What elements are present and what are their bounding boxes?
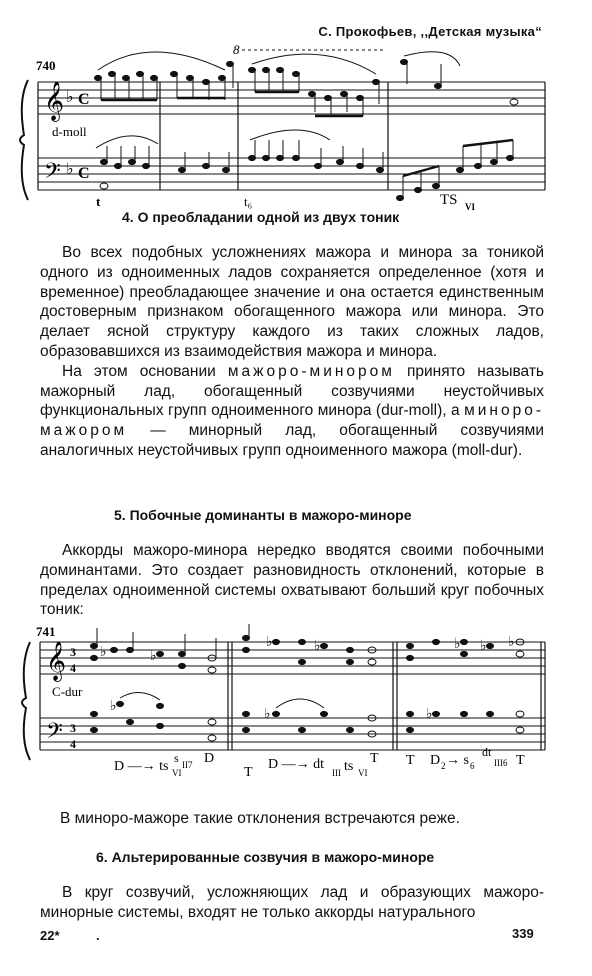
time-signature: C bbox=[78, 165, 90, 182]
key-label: d-moll bbox=[52, 124, 87, 139]
function-label: T bbox=[406, 753, 415, 768]
music-example-740 bbox=[0, 40, 592, 215]
time-signature: 3 bbox=[70, 721, 76, 735]
function-label: ts bbox=[344, 759, 354, 774]
svg-text:♭: ♭ bbox=[266, 635, 273, 650]
accidentals bbox=[100, 635, 515, 722]
slurs bbox=[120, 692, 324, 708]
function-label: T bbox=[244, 765, 253, 780]
bass-staff bbox=[38, 158, 545, 190]
svg-text:♭: ♭ bbox=[264, 707, 271, 722]
term-minor-major: миноро-мажором bbox=[40, 402, 544, 440]
svg-text:♭: ♭ bbox=[426, 707, 433, 722]
term-major-minor: мажоро-минором bbox=[227, 362, 395, 380]
svg-text:♭: ♭ bbox=[508, 635, 515, 650]
svg-text:♭: ♭ bbox=[150, 649, 157, 664]
treble-notes bbox=[95, 59, 519, 116]
dot-mark: . bbox=[96, 928, 100, 943]
time-signature: 4 bbox=[70, 661, 76, 675]
paragraph: Во всех подобных усложнениях мажора и минора за тоникой одного из одноименных ладов сохраняется определенное (хотя и временное) преобладающее значение и она остается единственным достоверным признаком обогащенного мажора или минора. Это делает ясной структуру каждого из таких сложных ладов, образовавшихся из взаимодействия мажора и минора. bbox=[40, 244, 544, 360]
function-label-subscript: 2 bbox=[441, 761, 446, 771]
section-6-body bbox=[40, 883, 544, 923]
beams bbox=[101, 92, 363, 116]
text: принято называть мажорный лад, обогащенный созвучиями неустойчивых функциональных групп одноименного минора (dur-moll), а bbox=[40, 362, 544, 420]
function-label-subscript: II7 bbox=[182, 760, 193, 770]
system-brace bbox=[22, 642, 30, 760]
treble-staff bbox=[40, 642, 545, 674]
key-label: C-dur bbox=[52, 684, 83, 699]
function-label: t₆ bbox=[244, 194, 253, 209]
function-label-subscript: VI bbox=[465, 202, 476, 212]
function-label: dt bbox=[482, 745, 492, 759]
function-label: D bbox=[430, 753, 441, 768]
text: — минорный лад, обогащенный созвучиями аналогичных неустойчивых групп одноименного мажора (moll-dur). bbox=[40, 422, 544, 459]
octave-mark: 8 bbox=[233, 42, 240, 57]
function-label: TS bbox=[440, 192, 458, 208]
function-label: s bbox=[174, 751, 179, 765]
music-example-741 bbox=[0, 620, 592, 785]
paragraph bbox=[40, 362, 544, 461]
bass-staff bbox=[40, 718, 545, 750]
printer-signature: 22* bbox=[40, 928, 60, 943]
time-signature: 4 bbox=[70, 737, 76, 751]
svg-text:♭: ♭ bbox=[454, 637, 461, 652]
function-label-subscript: VI bbox=[358, 768, 368, 778]
function-label-subscript: 6 bbox=[470, 761, 475, 771]
function-label: → s bbox=[446, 753, 469, 768]
bass-clef-icon: 𝄢 bbox=[44, 159, 61, 188]
function-label: D bbox=[204, 751, 215, 766]
section-4-body bbox=[40, 243, 544, 461]
svg-text:♭: ♭ bbox=[100, 645, 107, 660]
citation: С. Прокофьев, ,,Детская музыка“ bbox=[318, 24, 542, 39]
text: На этом основании bbox=[62, 362, 228, 380]
example-number: 740 bbox=[36, 58, 56, 73]
svg-text:♭: ♭ bbox=[480, 639, 487, 654]
bass-clef-icon: 𝄢 bbox=[46, 719, 63, 748]
system-brace bbox=[20, 80, 28, 200]
function-label: t bbox=[96, 194, 101, 209]
time-signature: C bbox=[78, 91, 90, 108]
flat-icon: ♭ bbox=[66, 161, 74, 178]
page-number: 339 bbox=[512, 926, 534, 941]
treble-clef-icon: 𝄞 bbox=[46, 643, 67, 680]
svg-text:♭: ♭ bbox=[314, 639, 321, 654]
flat-icon: ♭ bbox=[66, 89, 74, 106]
function-label-subscript: III bbox=[332, 768, 341, 778]
paragraph: Аккорды мажоро-минора нередко вводятся своими побочными доминантами. Это создает разновидность отклонений, которые в пределах одноименной системы охватывают больший круг побочных тоник: bbox=[40, 542, 544, 619]
section-4-heading: 4. О преобладании одной из двух тоник bbox=[122, 209, 400, 225]
section-6-heading: 6. Альтерированные созвучия в мажоро-миноре bbox=[96, 849, 435, 865]
function-label: D —→ ts bbox=[114, 759, 169, 774]
function-label-subscript: III6 bbox=[494, 758, 508, 768]
time-signature: 3 bbox=[70, 645, 76, 659]
function-label: D —→ dt bbox=[268, 757, 324, 772]
svg-text:♭: ♭ bbox=[110, 699, 117, 714]
section-5-heading: 5. Побочные доминанты в мажоро-миноре bbox=[114, 507, 412, 523]
example-number: 741 bbox=[36, 624, 56, 639]
section-5-body bbox=[40, 541, 544, 620]
paragraph: В круг созвучий, усложняющих лад и образующих мажоро-минорные системы, входят не только аккорды натурального bbox=[40, 884, 544, 921]
function-label-subscript: VI bbox=[172, 768, 182, 778]
treble-clef-icon: 𝄞 bbox=[44, 83, 65, 120]
remark: В миноро-мажоре такие отклонения встречаются реже. bbox=[60, 810, 460, 827]
function-label: T bbox=[516, 753, 525, 768]
treble-staff bbox=[38, 82, 545, 114]
function-label: T bbox=[370, 751, 379, 766]
